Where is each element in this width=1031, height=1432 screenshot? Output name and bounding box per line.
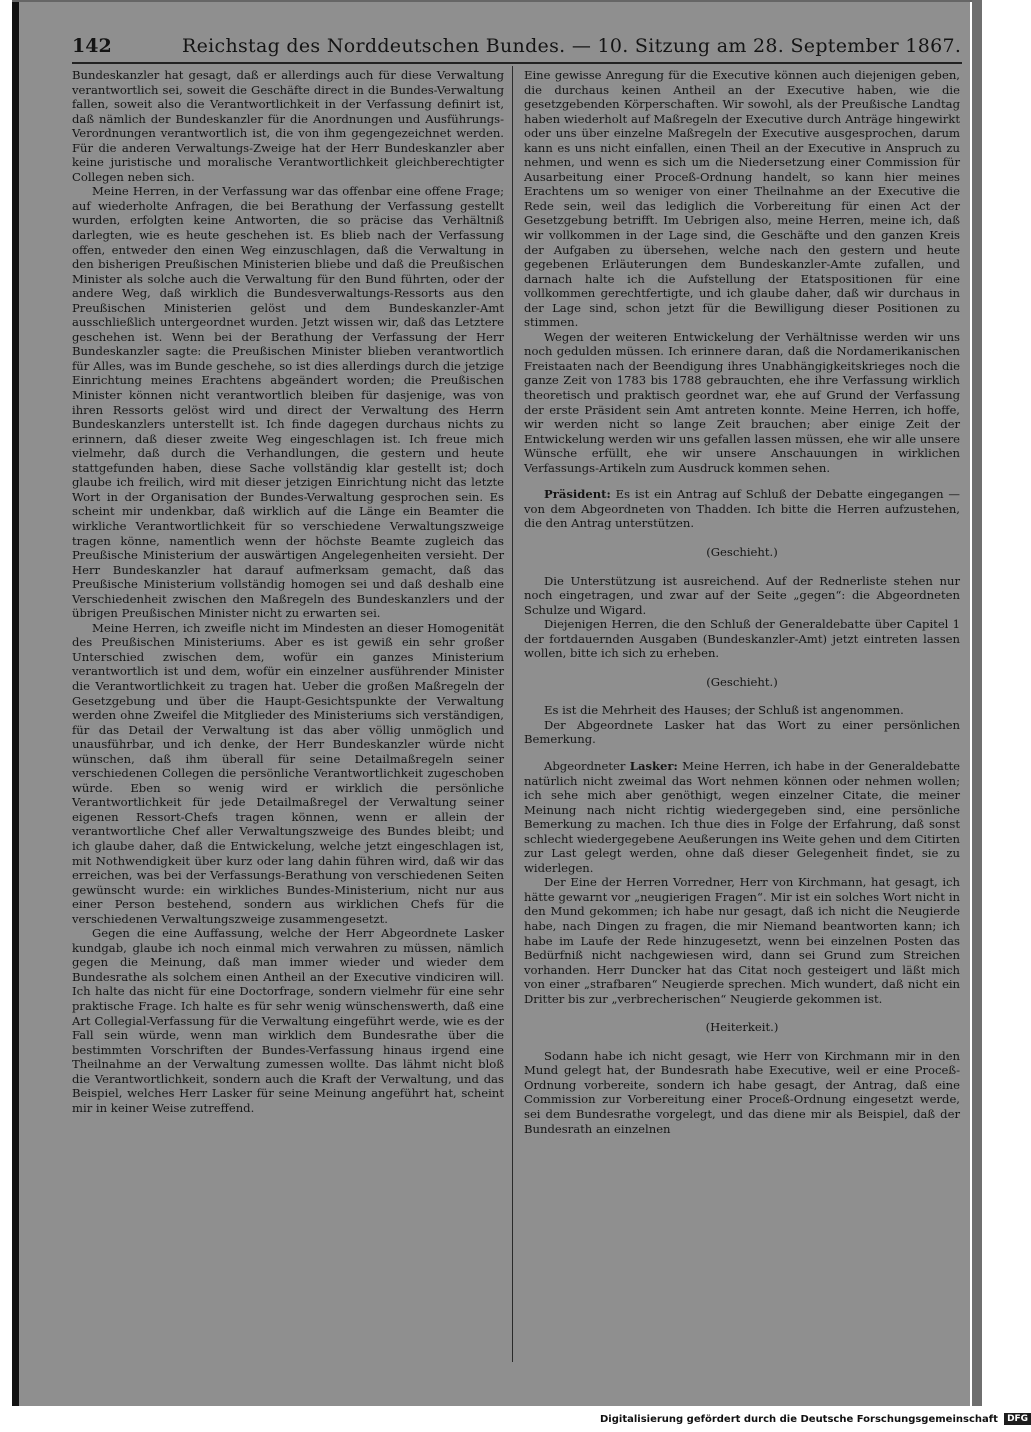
stage-direction-2: (Geschieht.) [706,674,778,689]
right-paragraph-6: Es ist die Mehrheit des Hauses; der Schluß ist angenommen. [544,703,904,718]
left-paragraph-1: Bundeskanzler hat gesagt, daß er allerdings auch für diese Verwaltung verantwortlich sei, soweit die Geschäfte direct in die Bundes-Verwaltung fallen, soweit also die Verantwortlichkeit in der Verfassung definirt ist, daß nämlich der Bundeskanzler für die Anordnungen und Ausführungs-Verordnungen verantwortlich ist, die von ihm gegengezeichnet werden. Für die anderen Verwaltungs-Zweige hat der Herr Bundeskanzler aber keine juristische und moralische Verantwortlichkeit gleichberechtigter Collegen neben sich. [72,68,504,184]
stage-direction-1: (Geschieht.) [706,544,778,559]
column-divider [512,66,513,1362]
footer [600,1413,1029,1427]
right-column [524,68,960,1348]
right-paragraph-4: Die Unterstützung ist ausreichend. Auf der Rednerliste stehen nur noch eingetragen, und zwar auf der Seite „gegen“: die Abgeordneten Schulze und Wigard. [524,573,960,617]
scanned-page [12,0,970,1406]
speaker-lasker: Lasker: [629,758,678,773]
lasker-text: Meine Herren, ich habe in der Generaldebatte natürlich nicht zweimal das Wort nehmen können oder nehmen wollen; ich sehe mich aber genöthigt, wegen einzelner Citate, die meiner Meinung nach nicht richtig wiedergegeben sind, eine persönliche Bemerkung zu machen. Ich thue dies in Folge der Erfahrung, daß sonst schlecht wiedergegebene Aeußerungen ins Weite gehen und dem Citirten zur Last gelegt werden, ohne daß dieser Gelegenheit findet, sie zu widerlegen. [524,758,960,875]
scan-left-edge [12,0,19,1406]
left-column [72,68,504,1348]
right-paragraph-10: Sodann habe ich nicht gesagt, wie Herr von Kirchmann mir in den Mund gelegt hat, der Bundesrath habe Executive, weil er eine Proceß-Ordnung vorbereite, sondern ich habe gesagt, der Antrag, daß eine Commission zur Vorbereitung einer Proceß-Ordnung eingesetzt werde, sei dem Bundesrathe vorgelegt, und das diene mir als Beispiel, daß der Bundesrath an einzelnen [524,1048,960,1136]
footer-credit: Digitalisierung gefördert durch die Deutsche Forschungsgemeinschaft [600,1414,998,1425]
page-number: 142 [72,35,112,57]
running-head: Reichstag des Norddeutschen Bundes. — 10. Sitzung am 28. September 1867. [182,35,962,57]
right-paragraph-5: Diejenigen Herren, die den Schluß der Generaldebatte über Capitel 1 der fortdauernden Ausgaben (Bundeskanzler-Amt) jetzt eintreten lassen wollen, bitte ich sich zu erheben. [524,617,960,661]
right-paragraph-1: Eine gewisse Anregung für die Executive können auch diejenigen geben, die durchaus keinen Antheil an der Executive haben, wie die gesetzgebenden Körperschaften. Wir sowohl, als der Preußische Landtag haben wiederholt auf Maßregeln der Executive durch Anträge hingewirkt oder uns über einzelne Maßregeln der Executive ausgesprochen, darum kann es uns nicht einfallen, einen Theil an der Executive in Anspruch zu nehmen, und wenn es sich um die Niedersetzung einer Commission für Ausarbeitung einer Proceß-Ordnung handelt, so kann hier meines Erachtens um so weniger von einer Theilnahme an der Executive die Rede sein, weil das lediglich die Vorbereitung für einen Act der Gesetzgebung betrifft. Im Uebrigen also, meine Herren, meine ich, daß wir vollkommen in der Lage sind, die Geschäfte und den ganzen Kreis der Aufgaben zu übersehen, welche nach den gestern und heute gegebenen Erläuterungen dem Bundeskanzler-Amte zufallen, und darnach halte ich die Aufstellung der Etatspositionen für eine vollkommen gerechtfertigte, und ich glaube daher, daß wir durchaus in der Lage sind, schon jetzt für die Bewilligung dieser Positionen zu stimmen. [524,68,960,330]
dfg-logo: DFG [1004,1413,1031,1425]
scan-right-edge [972,0,982,1406]
right-paragraph-7: Der Abgeordnete Lasker hat das Wort zu einer persönlichen Bemerkung. [524,717,960,747]
left-paragraph-2: Meine Herren, in der Verfassung war das offenbar eine offene Frage; auf wiederholte Anfragen, die bei Berathung der Verfassung gestellt wurden, erfolgten keine Antworten, die so präcise das Verhältniß darlegten, wie es heute geschehen ist. Es blieb nach der Verfassung offen, entweder den einen Weg einzuschlagen, daß die Verwaltung in den bisherigen Preußischen Ministerien bliebe und daß die Preußischen Minister als solche auch die Verwaltung für den Bund führten, oder der andere Weg, daß wirklich die Bundesverwaltungs-Ressorts aus den Preußischen Ministerien gelöst und dem Bundeskanzler-Amt ausschließlich untergeordnet wurden. Jetzt wissen wir, daß das Letztere geschehen ist. Wenn bei der Berathung der Verfassung der Herr Bundeskanzler sagte: die Preußischen Minister blieben verantwortlich für Alles, was im Bunde geschehe, so ist dies allerdings durch die jetzige Einrichtung meines Erachtens abgeändert worden; die Preußischen Minister können nicht verantwortlich bleiben für dasjenige, was von ihren Ressorts gelöst wird und direct der Verwaltung des Herrn Bundeskanzlers unterstellt ist. Ich finde dagegen durchaus nichts zu erinnern, daß dieser zweite Weg eingeschlagen ist. Ich freue mich vielmehr, daß durch die Verhandlungen, die gestern und heute stattgefunden haben, diese Sache vollständig klar gestellt ist; doch glaube ich freilich, wird mit dieser jetzigen Einrichtung nicht das letzte Wort in der Organisation der Bundes-Verwaltung gesprochen sein. Es scheint mir undenkbar, daß wirklich auf die Länge ein Beamter die wirkliche Verantwortlichkeit für so verschiedene Verwaltungszweige tragen könne, namentlich wenn der höchste Beamte zugleich das Preußische Ministerium der auswärtigen Angelegenheiten versieht. Der Herr Bundeskanzler hat darauf aufmerksam gemacht, daß das Preußische Ministerium vollständig homogen sei und daß deshalb eine Verschiedenheit zwischen den Maßregeln des Bundeskanzlers und der übrigen Preußischen Minister nicht zu erwarten sei. [72,184,504,621]
left-paragraph-3: Meine Herren, ich zweifle nicht im Mindesten an dieser Homogenität des Preußischen Ministeriums. Aber es ist gewiß ein sehr großer Unterschied zwischen dem, wofür ein ganzes Ministerium verantwortlich ist und dem, wofür ein einzelner ausführender Minister die Verantwortlichkeit zu tragen hat. Ueber die großen Maßregeln der Gesetzgebung und über die Haupt-Gesichtspunkte der Verwaltung werden ohne Zweifel die Mitglieder des Ministeriums sich verständigen, für das Detail der Verwaltung ist das aber völlig unmöglich und unausführbar, und ich denke, der Herr Bundeskanzler würde nicht wünschen, daß ihm überall für seine Detailmaßregeln seiner verschiedenen Collegen die persönliche Verantwortlichkeit zugeschoben würde. Eben so wenig wird er wirklich die persönliche Verantwortlichkeit für jede Detailmaßregel der Verwaltung seiner eigenen Ressort-Chefs tragen können, wenn er allein der verantwortliche Chef aller Verwaltungszweige des Bundes bleibt; und ich glaube daher, daß die Entwickelung, welche jetzt eingeschlagen ist, mit Nothwendigkeit über kurz oder lang dahin führen wird, daß wir das erreichen, was bei der Verfassungs-Berathung von verschiedenen Seiten gewünscht wurde: ein wirkliches Bundes-Ministerium, nicht nur aus einer Person bestehend, sondern aus wirklichen Chefs für die verschiedenen Verwaltungszweige zusammengesetzt. [72,620,504,926]
speaker-president: Präsident: [544,487,611,502]
left-paragraph-4: Gegen die eine Auffassung, welche der Herr Abgeordnete Lasker kundgab, glaube ich noch einmal mich verwahren zu müssen, nämlich gegen die Meinung, daß man immer wieder und wieder dem Bundesrathe als solchem einen Antheil an der Executive vindiciren will. Ich halte das nicht für eine Doctorfrage, sondern vielmehr für eine sehr praktische Frage. Ich halte es für sehr wenig wünschenswerth, daß eine Art Collegial-Verfassung für die Verwaltung eingeführt werde, wie es der Fall sein würde, wenn man wirklich dem Bundesrathe über die bestimmten Vorschriften der Bundes-Verfassung hinaus irgend eine Theilnahme an der Verwaltung zumessen wollte. Das lähmt nicht bloß die Verantwortlichkeit, sondern auch die Kraft der Verwaltung, und das Beispiel, welches Herr Lasker für seine Meinung angeführt hat, scheint mir in keiner Weise zutreffend. [72,926,504,1115]
lasker-prefix: Abgeordneter [544,758,630,773]
president-text: Es ist ein Antrag auf Schluß der Debatte eingegangen — von dem Abgeordneten von Thadden. Ich bitte die Herren aufzustehen, die den Antrag unterstützen. [524,487,960,531]
page-header [72,30,962,64]
lasker-speech [524,759,960,875]
president-speech [524,487,960,531]
scan-top-edge [12,0,982,2]
right-paragraph-9: Der Eine der Herren Vorredner, Herr von Kirchmann, hat gesagt, ich hätte gewarnt vor „neugierigen Fragen“. Mir ist ein solches Wort nicht in den Mund gekommen; ich habe nur gesagt, daß ich nicht die Neugierde habe, nach Dingen zu fragen, die mir Niemand beantworten kann; ich habe im Laufe der Rede hinzugesetzt, wenn bei einzelnen Posten das Bedürfniß nicht nachgewiesen wird, dann sei Grund zum Streichen vorhanden. Herr Duncker hat das Citat noch gesteigert und läßt mich von einer „strafbaren“ Neugierde sprechen. Mich wundert, daß nicht ein Dritter bis zur „verbrecherischen“ Neugierde gekommen ist. [524,875,960,1006]
right-paragraph-2: Wegen der weiteren Entwickelung der Verhältnisse werden wir uns noch gedulden müssen. Ich erinnere daran, daß die Nordamerikanischen Freistaaten nach der Beendigung ihres Unabhängigkeitskrieges noch die ganze Zeit von 1783 bis 1788 gebrauchten, ehe ihre Verfassung wirklich theoretisch und praktisch geordnet war, ehe auf Grund der Verfassung der erste Präsident sein Amt antreten konnte. Meine Herren, ich hoffe, wir werden nicht so lange Zeit brauchen; aber einige Zeit der Entwickelung werden wir uns gefallen lassen müssen, ehe wir alle unsere Wünsche erfüllt, ehe wir unsere Anschauungen in wirklichen Verfassungs-Artikeln zum Ausdruck kommen sehen. [524,329,960,475]
stage-direction-3: (Heiterkeit.) [705,1020,779,1035]
